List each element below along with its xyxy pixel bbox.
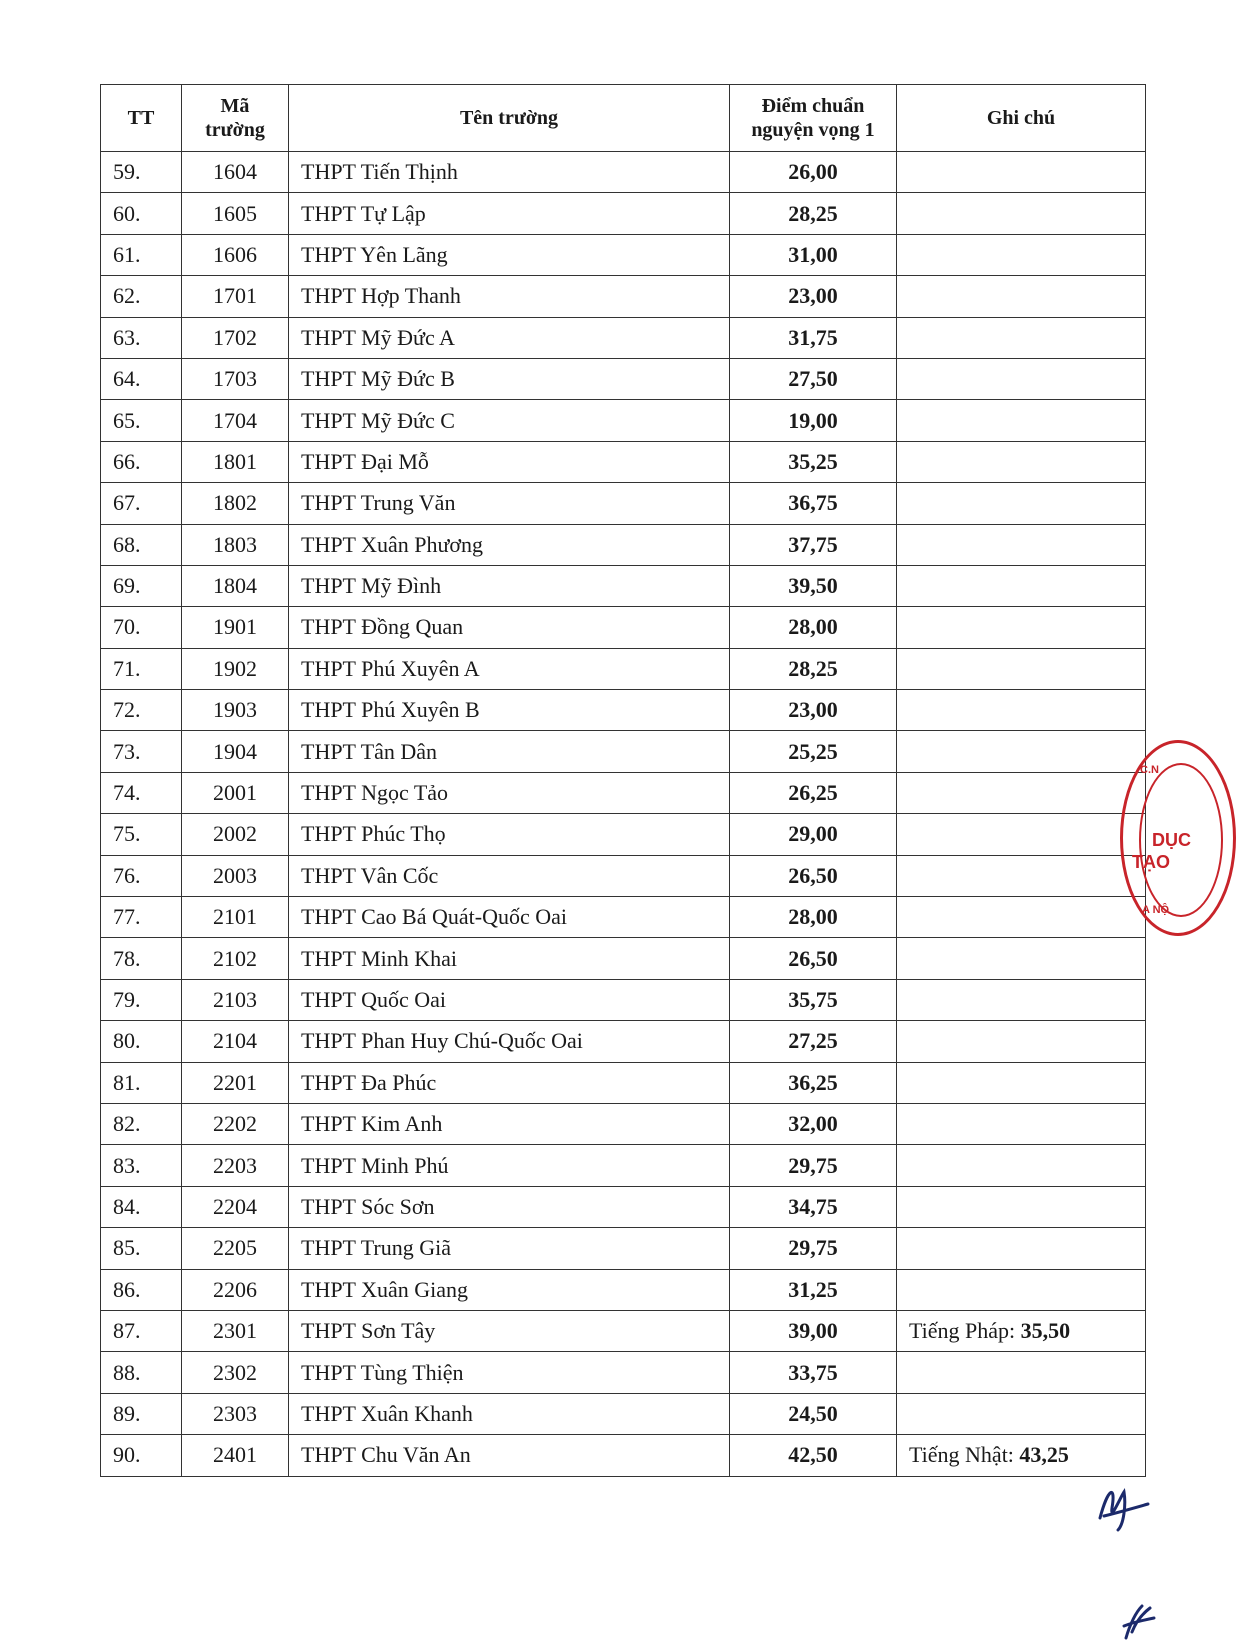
cutoff-score: 35,75 xyxy=(730,979,897,1020)
cutoff-score: 27,25 xyxy=(730,1021,897,1062)
row-index: 65. xyxy=(101,400,182,441)
table-row xyxy=(101,1186,1146,1227)
school-code: 2401 xyxy=(182,1435,289,1476)
note-label: Tiếng Pháp: xyxy=(909,1318,1021,1344)
table-row xyxy=(101,317,1146,358)
table-row xyxy=(101,483,1146,524)
row-index: 71. xyxy=(101,648,182,689)
cutoff-score: 19,00 xyxy=(730,400,897,441)
table-row xyxy=(101,358,1146,399)
table-header-row xyxy=(101,85,1146,152)
table-body xyxy=(101,152,1146,1477)
row-index: 61. xyxy=(101,234,182,275)
table-row xyxy=(101,648,1146,689)
school-code: 2003 xyxy=(182,855,289,896)
note xyxy=(897,441,1146,482)
school-code: 2102 xyxy=(182,938,289,979)
school-name: THPT Kim Anh xyxy=(289,1103,730,1144)
admission-score-table xyxy=(100,84,1146,1477)
table-row xyxy=(101,1269,1146,1310)
cutoff-score: 25,25 xyxy=(730,731,897,772)
row-index: 87. xyxy=(101,1310,182,1351)
school-name: THPT Xuân Giang xyxy=(289,1269,730,1310)
cutoff-score: 34,75 xyxy=(730,1186,897,1227)
note xyxy=(897,731,1146,772)
row-index: 84. xyxy=(101,1186,182,1227)
row-index: 76. xyxy=(101,855,182,896)
note xyxy=(897,1228,1146,1269)
row-index: 64. xyxy=(101,358,182,399)
school-code: 2101 xyxy=(182,897,289,938)
cutoff-score: 28,25 xyxy=(730,648,897,689)
row-index: 72. xyxy=(101,690,182,731)
school-code: 1803 xyxy=(182,524,289,565)
cutoff-score: 24,50 xyxy=(730,1393,897,1434)
table-row xyxy=(101,1145,1146,1186)
note xyxy=(897,1352,1146,1393)
table-row xyxy=(101,607,1146,648)
header-tt: TT xyxy=(101,85,182,152)
note-value: 35,50 xyxy=(1020,1318,1071,1344)
note xyxy=(897,855,1146,896)
cutoff-score: 28,00 xyxy=(730,607,897,648)
row-index: 81. xyxy=(101,1062,182,1103)
school-name: THPT Phú Xuyên B xyxy=(289,690,730,731)
row-index: 86. xyxy=(101,1269,182,1310)
table-row xyxy=(101,565,1146,606)
school-name: THPT Cao Bá Quát-Quốc Oai xyxy=(289,897,730,938)
cutoff-score: 39,50 xyxy=(730,565,897,606)
table-row xyxy=(101,1062,1146,1103)
row-index: 74. xyxy=(101,772,182,813)
header-note: Ghi chú xyxy=(897,85,1146,152)
note xyxy=(897,607,1146,648)
table-row xyxy=(101,441,1146,482)
note xyxy=(897,565,1146,606)
note xyxy=(897,814,1146,855)
row-index: 90. xyxy=(101,1435,182,1476)
row-index: 78. xyxy=(101,938,182,979)
cutoff-score: 33,75 xyxy=(730,1352,897,1393)
note xyxy=(897,1393,1146,1434)
table-row xyxy=(101,1352,1146,1393)
school-name: THPT Ngọc Tảo xyxy=(289,772,730,813)
school-code: 1802 xyxy=(182,483,289,524)
cutoff-score: 27,50 xyxy=(730,358,897,399)
table-row xyxy=(101,1228,1146,1269)
school-code: 2203 xyxy=(182,1145,289,1186)
table-row xyxy=(101,772,1146,813)
row-index: 79. xyxy=(101,979,182,1020)
school-code: 1703 xyxy=(182,358,289,399)
cutoff-score: 31,25 xyxy=(730,1269,897,1310)
table-row xyxy=(101,938,1146,979)
note xyxy=(897,1062,1146,1103)
note xyxy=(897,938,1146,979)
note xyxy=(897,1103,1146,1144)
school-name: THPT Trung Giã xyxy=(289,1228,730,1269)
note xyxy=(897,690,1146,731)
school-name: THPT Minh Khai xyxy=(289,938,730,979)
school-code: 1702 xyxy=(182,317,289,358)
school-code: 1804 xyxy=(182,565,289,606)
note xyxy=(897,772,1146,813)
school-name: THPT Vân Cốc xyxy=(289,855,730,896)
school-code: 2303 xyxy=(182,1393,289,1434)
school-name: THPT Yên Lãng xyxy=(289,234,730,275)
table-row xyxy=(101,855,1146,896)
header-cutoff-score-label: Điểm chuẩn nguyện vọng 1 xyxy=(751,95,875,141)
row-index: 77. xyxy=(101,897,182,938)
school-code: 1903 xyxy=(182,690,289,731)
school-name: THPT Phan Huy Chú-Quốc Oai xyxy=(289,1021,730,1062)
cutoff-score: 35,25 xyxy=(730,441,897,482)
note xyxy=(897,1186,1146,1227)
row-index: 60. xyxy=(101,193,182,234)
header-school-name: Tên trường xyxy=(289,85,730,152)
table-row xyxy=(101,152,1146,193)
school-name: THPT Sóc Sơn xyxy=(289,1186,730,1227)
cutoff-score: 23,00 xyxy=(730,690,897,731)
school-name: THPT Tùng Thiện xyxy=(289,1352,730,1393)
note xyxy=(897,152,1146,193)
school-code: 2002 xyxy=(182,814,289,855)
school-code: 1801 xyxy=(182,441,289,482)
school-code: 1701 xyxy=(182,276,289,317)
school-name: THPT Xuân Khanh xyxy=(289,1393,730,1434)
signature-icon xyxy=(1094,1478,1150,1534)
header-school-code-label: Mã trường xyxy=(205,95,265,141)
school-name: THPT Tự Lập xyxy=(289,193,730,234)
table-row xyxy=(101,1435,1146,1476)
cutoff-score: 29,75 xyxy=(730,1145,897,1186)
seal-text-4: A NỘ xyxy=(1142,904,1170,916)
school-code: 1704 xyxy=(182,400,289,441)
school-code: 2001 xyxy=(182,772,289,813)
note xyxy=(897,276,1146,317)
row-index: 62. xyxy=(101,276,182,317)
school-code: 2202 xyxy=(182,1103,289,1144)
cutoff-score: 39,00 xyxy=(730,1310,897,1351)
note-label: Tiếng Nhật: xyxy=(909,1442,1020,1468)
note xyxy=(897,1269,1146,1310)
seal-text-1: C.N xyxy=(1140,764,1159,776)
cutoff-score: 26,00 xyxy=(730,152,897,193)
row-index: 89. xyxy=(101,1393,182,1434)
cutoff-score: 26,25 xyxy=(730,772,897,813)
cutoff-score: 37,75 xyxy=(730,524,897,565)
cutoff-score: 31,00 xyxy=(730,234,897,275)
school-name: THPT Tân Dân xyxy=(289,731,730,772)
row-index: 73. xyxy=(101,731,182,772)
row-index: 75. xyxy=(101,814,182,855)
school-name: THPT Tiến Thịnh xyxy=(289,152,730,193)
header-school-code xyxy=(182,85,289,152)
row-index: 80. xyxy=(101,1021,182,1062)
school-code: 2302 xyxy=(182,1352,289,1393)
school-code: 2201 xyxy=(182,1062,289,1103)
school-code: 2206 xyxy=(182,1269,289,1310)
cutoff-score: 29,75 xyxy=(730,1228,897,1269)
school-name: THPT Đa Phúc xyxy=(289,1062,730,1103)
row-index: 68. xyxy=(101,524,182,565)
header-cutoff-score xyxy=(730,85,897,152)
initial-mark-icon xyxy=(1120,1602,1156,1642)
row-index: 69. xyxy=(101,565,182,606)
school-name: THPT Đại Mỗ xyxy=(289,441,730,482)
row-index: 66. xyxy=(101,441,182,482)
school-name: THPT Chu Văn An xyxy=(289,1435,730,1476)
cutoff-score: 36,75 xyxy=(730,483,897,524)
school-name: THPT Mỹ Đức A xyxy=(289,317,730,358)
cutoff-score: 26,50 xyxy=(730,855,897,896)
table-row xyxy=(101,690,1146,731)
school-name: THPT Mỹ Đức C xyxy=(289,400,730,441)
row-index: 63. xyxy=(101,317,182,358)
cutoff-score: 26,50 xyxy=(730,938,897,979)
note xyxy=(897,483,1146,524)
row-index: 88. xyxy=(101,1352,182,1393)
table-row xyxy=(101,1310,1146,1351)
table-row xyxy=(101,524,1146,565)
school-name: THPT Mỹ Đình xyxy=(289,565,730,606)
school-name: THPT Mỹ Đức B xyxy=(289,358,730,399)
school-code: 2301 xyxy=(182,1310,289,1351)
school-code: 1606 xyxy=(182,234,289,275)
school-name: THPT Hợp Thanh xyxy=(289,276,730,317)
school-code: 2205 xyxy=(182,1228,289,1269)
school-name: THPT Minh Phú xyxy=(289,1145,730,1186)
cutoff-score: 29,00 xyxy=(730,814,897,855)
seal-text-2: DỤC xyxy=(1152,830,1191,850)
school-code: 2103 xyxy=(182,979,289,1020)
note xyxy=(897,400,1146,441)
table-row xyxy=(101,979,1146,1020)
school-name: THPT Xuân Phương xyxy=(289,524,730,565)
cutoff-score: 36,25 xyxy=(730,1062,897,1103)
school-name: THPT Quốc Oai xyxy=(289,979,730,1020)
school-code: 1901 xyxy=(182,607,289,648)
table-row xyxy=(101,400,1146,441)
row-index: 83. xyxy=(101,1145,182,1186)
school-code: 2104 xyxy=(182,1021,289,1062)
cutoff-score: 23,00 xyxy=(730,276,897,317)
note xyxy=(897,317,1146,358)
note xyxy=(897,648,1146,689)
note xyxy=(897,1021,1146,1062)
school-name: THPT Đồng Quan xyxy=(289,607,730,648)
table-row xyxy=(101,897,1146,938)
note-value: 43,25 xyxy=(1019,1442,1069,1468)
table-row xyxy=(101,276,1146,317)
school-code: 1605 xyxy=(182,193,289,234)
table-row xyxy=(101,234,1146,275)
row-index: 82. xyxy=(101,1103,182,1144)
table-row xyxy=(101,814,1146,855)
note xyxy=(897,1435,1146,1476)
school-code: 2204 xyxy=(182,1186,289,1227)
note xyxy=(897,524,1146,565)
school-name: THPT Phú Xuyên A xyxy=(289,648,730,689)
row-index: 85. xyxy=(101,1228,182,1269)
note xyxy=(897,234,1146,275)
school-name: THPT Trung Văn xyxy=(289,483,730,524)
note xyxy=(897,193,1146,234)
cutoff-score: 31,75 xyxy=(730,317,897,358)
table-row xyxy=(101,1103,1146,1144)
row-index: 59. xyxy=(101,152,182,193)
school-name: THPT Phúc Thọ xyxy=(289,814,730,855)
table-row xyxy=(101,193,1146,234)
school-code: 1604 xyxy=(182,152,289,193)
cutoff-score: 42,50 xyxy=(730,1435,897,1476)
note xyxy=(897,897,1146,938)
cutoff-score: 32,00 xyxy=(730,1103,897,1144)
school-code: 1902 xyxy=(182,648,289,689)
note xyxy=(897,1310,1146,1351)
table-row xyxy=(101,1393,1146,1434)
row-index: 67. xyxy=(101,483,182,524)
school-name: THPT Sơn Tây xyxy=(289,1310,730,1351)
note xyxy=(897,1145,1146,1186)
table-row xyxy=(101,1021,1146,1062)
table-row xyxy=(101,731,1146,772)
cutoff-score: 28,25 xyxy=(730,193,897,234)
note xyxy=(897,979,1146,1020)
seal-text-3: TẠO xyxy=(1132,852,1170,872)
row-index: 70. xyxy=(101,607,182,648)
cutoff-score: 28,00 xyxy=(730,897,897,938)
note xyxy=(897,358,1146,399)
school-code: 1904 xyxy=(182,731,289,772)
